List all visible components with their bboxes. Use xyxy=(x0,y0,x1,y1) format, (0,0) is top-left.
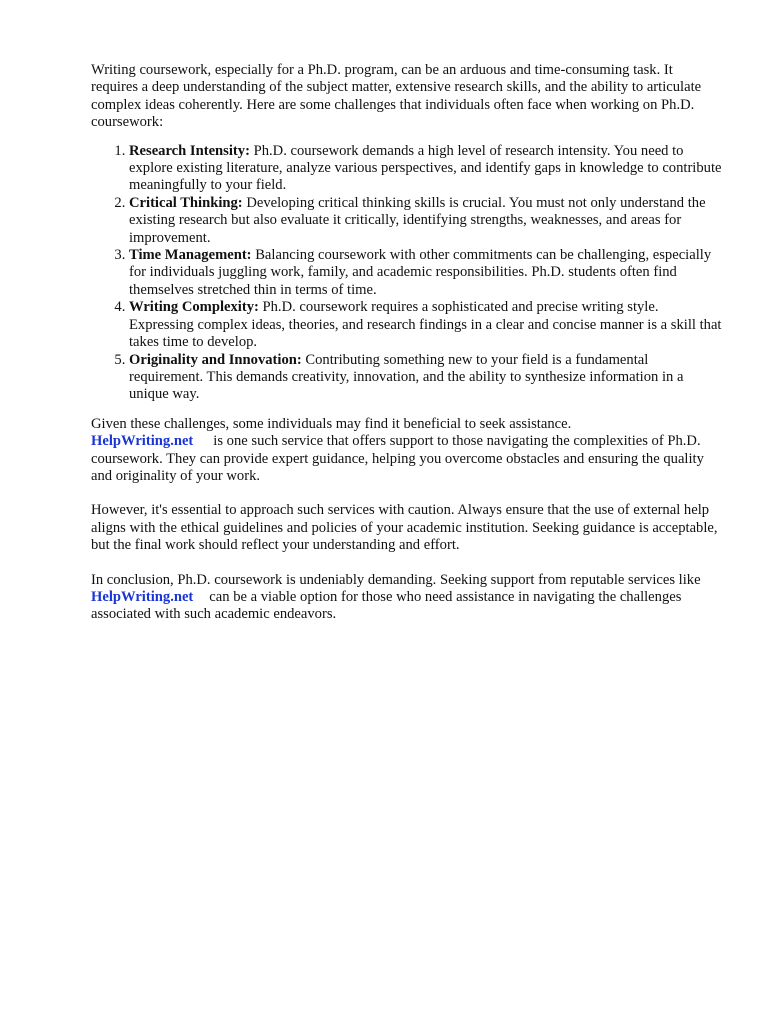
challenge-text: Ph.D. coursework requires a sophisticated and precise writing style. Expressing complex ideas, theories, and research findings in a clear and concise manner is a skill that takes time to develop. xyxy=(129,299,722,351)
conclusion-rest: can be a viable option for those who need assistance in navigating the challenges associated with such academic endeavors. xyxy=(91,588,682,623)
caution-paragraph: However, it's essential to approach such services with caution. Always ensure that the use of external help aligns with the ethical guidelines and policies of your academic institution. Seeking guidance is acceptable, but the final work should reflect your understanding and effort. xyxy=(91,502,718,554)
conclusion-paragraph xyxy=(91,572,723,624)
challenge-term: Research Intensity: xyxy=(129,142,250,159)
helpwriting-link[interactable]: HelpWriting.net xyxy=(91,588,194,605)
challenge-text: Ph.D. coursework demands a high level of research intensity. You need to explore existing literature, analyze various perspectives, and identify gaps in knowledge to contribute meaningfully to your field. xyxy=(129,142,722,194)
challenge-term: Time Management: xyxy=(129,247,252,264)
list-item xyxy=(129,195,723,247)
intro-paragraph: Writing coursework, especially for a Ph.D. program, can be an arduous and time-consuming task. It requires a deep understanding of the subject matter, extensive research skills, and the ability to articulate complex ideas coherently. Here are some challenges that individuals often face when working on Ph.D. coursework: xyxy=(91,62,702,131)
assistance-lead: Given these challenges, some individuals may find it beneficial to seek assistance. xyxy=(91,415,572,432)
challenge-term: Originality and Innovation: xyxy=(129,351,302,368)
challenge-term: Writing Complexity: xyxy=(129,299,259,316)
challenges-list xyxy=(91,143,723,404)
helpwriting-link[interactable]: HelpWriting.net xyxy=(91,433,194,450)
list-item xyxy=(129,247,723,299)
challenge-text: Developing critical thinking skills is crucial. You must not only understand the existing research but also evaluate it critically, identifying strengths, weaknesses, and areas for improvement. xyxy=(129,194,706,246)
list-item xyxy=(129,352,723,404)
assistance-paragraph xyxy=(91,416,723,486)
assistance-rest: is one such service that offers support to those navigating the complexities of Ph.D. coursework. They can provide expert guidance, helping you overcome obstacles and ensuring the quality and originality of your work. xyxy=(91,433,704,484)
challenge-text: Balancing coursework with other commitments can be challenging, especially for individuals juggling work, family, and academic responsibilities. Ph.D. students often find themselves stretched thin in terms of time. xyxy=(129,247,712,298)
conclusion-lead: In conclusion, Ph.D. coursework is undeniably demanding. Seeking support from reputable services like xyxy=(91,571,701,588)
list-item xyxy=(129,299,723,351)
challenge-term: Critical Thinking: xyxy=(129,194,243,211)
list-item xyxy=(129,143,723,195)
challenge-text: Contributing something new to your field is a fundamental requirement. This demands creativity, innovation, and the ability to synthesize information in a unique way. xyxy=(129,351,684,403)
document-page xyxy=(91,62,723,641)
